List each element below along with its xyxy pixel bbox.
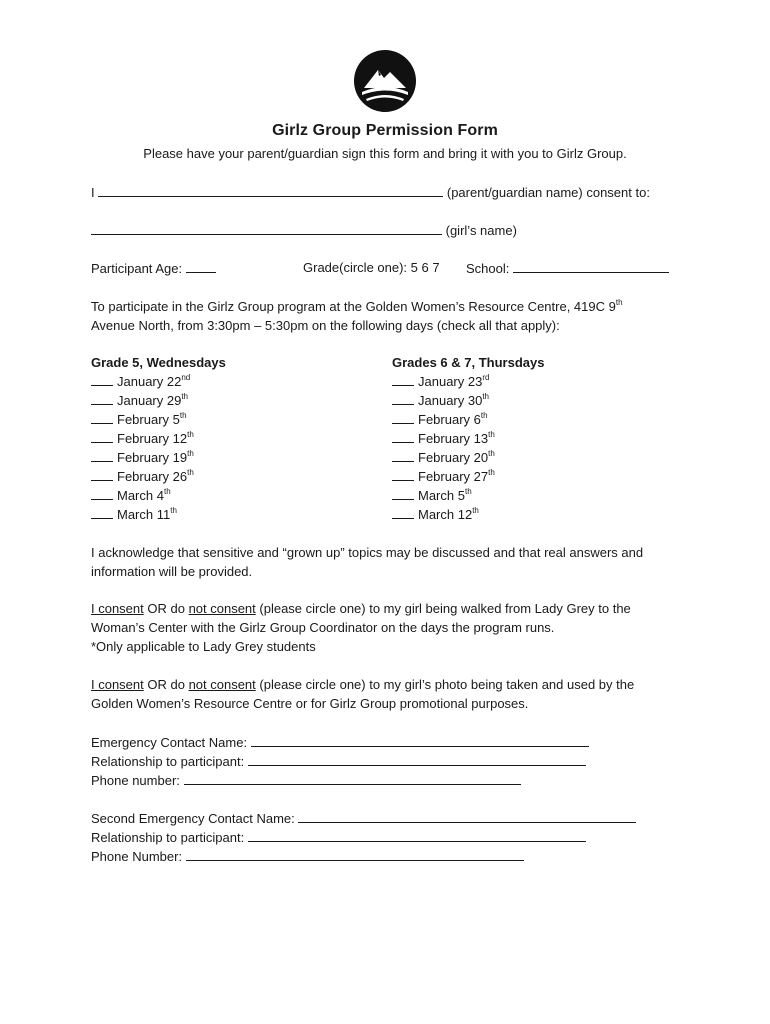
program-line-2: Avenue North, from 3:30pm – 5:30pm on the following days (check all that apply): bbox=[91, 318, 560, 333]
grade67-date-label: February 20 bbox=[418, 450, 489, 465]
acknowledge-line-2: information will be provided. bbox=[91, 564, 253, 579]
emergency-phone-field[interactable] bbox=[184, 771, 521, 785]
walk-not-consent-option[interactable]: not consent bbox=[188, 601, 256, 616]
grade5-date-item: February 26th bbox=[91, 467, 226, 486]
grade67-date-checkbox[interactable] bbox=[392, 392, 414, 405]
girl-name-line bbox=[91, 221, 517, 240]
form-title: Girlz Group Permission Form bbox=[272, 122, 498, 139]
grade67-date-label: January 30 bbox=[418, 393, 483, 408]
grade67-date-item: January 30th bbox=[392, 391, 544, 410]
grade5-date-item: February 12th bbox=[91, 429, 226, 448]
walk-consent-option[interactable]: I consent bbox=[91, 601, 144, 616]
grade5-date-checkbox[interactable] bbox=[91, 392, 113, 405]
grade5-date-checkbox[interactable] bbox=[91, 468, 113, 481]
photo-consent-option[interactable]: I consent bbox=[91, 677, 144, 692]
grade5-date-checkbox[interactable] bbox=[91, 430, 113, 443]
grade67-date-checkbox[interactable] bbox=[392, 411, 414, 424]
second-emergency-relationship-label: Relationship to participant: bbox=[91, 830, 245, 845]
grade5-date-item: March 11th bbox=[91, 505, 226, 524]
school-line bbox=[466, 259, 669, 278]
second-emergency-relationship-field[interactable] bbox=[248, 828, 586, 842]
grade5-heading: Grade 5, Wednesdays bbox=[91, 355, 226, 370]
grade67-date-label: January 23 bbox=[418, 374, 483, 389]
grade67-date-checkbox[interactable] bbox=[392, 487, 414, 500]
second-emergency-phone-field[interactable] bbox=[186, 847, 524, 861]
grade5-date-checkbox[interactable] bbox=[91, 487, 113, 500]
grade67-date-checkbox[interactable] bbox=[392, 449, 414, 462]
grade67-date-item: February 13th bbox=[392, 429, 544, 448]
school-field[interactable] bbox=[513, 259, 669, 273]
girl-name-suffix: (girl’s name) bbox=[445, 223, 517, 238]
grade5-date-label: March 11 bbox=[117, 507, 171, 522]
grade67-date-label: March 5 bbox=[418, 488, 465, 503]
walk-consent-line-1: I consent OR do not consent (please circle one) to my girl being walked from Lady Grey to the bbox=[91, 601, 631, 616]
acknowledge-line-1: I acknowledge that sensitive and “grown up” topics may be discussed and that real answers and bbox=[91, 545, 644, 560]
grade67-date-item: February 20th bbox=[392, 448, 544, 467]
girl-name-field[interactable] bbox=[91, 221, 442, 235]
grade5-date-label: February 12 bbox=[117, 431, 188, 446]
second-emergency-name-line bbox=[91, 809, 636, 828]
grade67-date-item: February 6th bbox=[392, 410, 544, 429]
grade67-heading: Grades 6 & 7, Thursdays bbox=[392, 355, 545, 370]
consent-prefix: I bbox=[91, 185, 95, 200]
grade5-date-item: January 29th bbox=[91, 391, 226, 410]
walk-consent-line-2: Woman’s Center with the Girlz Group Coordinator on the days the program runs. bbox=[91, 620, 555, 635]
photo-not-consent-option[interactable]: not consent bbox=[188, 677, 256, 692]
second-emergency-relationship-line bbox=[91, 828, 586, 847]
grade5-date-item: February 5th bbox=[91, 410, 226, 429]
mountain-circle-logo-icon bbox=[352, 48, 418, 114]
emergency-relationship-field[interactable] bbox=[248, 752, 586, 766]
grade5-column bbox=[91, 353, 226, 524]
grade67-date-list bbox=[392, 372, 544, 524]
program-line-1: To participate in the Girlz Group program at the Golden Women’s Resource Centre, 419C 9th bbox=[91, 297, 623, 314]
grade67-date-checkbox[interactable] bbox=[392, 430, 414, 443]
photo-consent-line-1: I consent OR do not consent (please circle one) to my girl’s photo being taken and used by the bbox=[91, 677, 635, 692]
grade67-date-label: February 6 bbox=[418, 412, 481, 427]
grade5-date-checkbox[interactable] bbox=[91, 506, 113, 519]
grade5-date-label: February 19 bbox=[117, 450, 188, 465]
grade67-date-label: February 27 bbox=[418, 469, 489, 484]
grade67-date-item: February 27th bbox=[392, 467, 544, 486]
second-emergency-name-field[interactable] bbox=[298, 809, 636, 823]
grade67-date-label: February 13 bbox=[418, 431, 489, 446]
form-subtitle: Please have your parent/guardian sign this form and bring it with you to Girlz Group. bbox=[143, 146, 627, 161]
grade5-date-label: February 5 bbox=[117, 412, 180, 427]
walk-consent-note: *Only applicable to Lady Grey students bbox=[91, 639, 316, 654]
grade5-date-item: February 19th bbox=[91, 448, 226, 467]
grade67-date-checkbox[interactable] bbox=[392, 373, 414, 386]
grade67-date-item: January 23rd bbox=[392, 372, 544, 391]
grade67-date-label: March 12 bbox=[418, 507, 473, 522]
second-emergency-phone-label: Phone Number: bbox=[91, 849, 183, 864]
grade-select[interactable]: Grade(circle one): 5 6 7 bbox=[303, 260, 440, 275]
grade67-date-item: March 12th bbox=[392, 505, 544, 524]
grade5-date-label: March 4 bbox=[117, 488, 164, 503]
emergency-name-label: Emergency Contact Name: bbox=[91, 735, 248, 750]
participant-age-field[interactable] bbox=[186, 259, 216, 273]
emergency-relationship-line bbox=[91, 752, 586, 771]
grade5-date-label: February 26 bbox=[117, 469, 188, 484]
photo-consent-paragraph bbox=[91, 675, 691, 713]
grade5-date-label: January 29 bbox=[117, 393, 182, 408]
participant-age-label: Participant Age: bbox=[91, 261, 183, 276]
acknowledge-paragraph bbox=[91, 543, 691, 581]
second-emergency-phone-line bbox=[91, 847, 524, 866]
emergency-relationship-label: Relationship to participant: bbox=[91, 754, 245, 769]
consent-suffix: (parent/guardian name) consent to: bbox=[446, 185, 650, 200]
photo-consent-line-2: Golden Women’s Resource Centre or for Girlz Group promotional purposes. bbox=[91, 696, 529, 711]
consent-line bbox=[91, 183, 650, 202]
emergency-phone-line bbox=[91, 771, 521, 790]
guardian-name-field[interactable] bbox=[98, 183, 443, 197]
grade67-date-checkbox[interactable] bbox=[392, 468, 414, 481]
age-label-line bbox=[91, 259, 216, 278]
grade67-date-checkbox[interactable] bbox=[392, 506, 414, 519]
grade5-date-label: January 22 bbox=[117, 374, 182, 389]
emergency-name-field[interactable] bbox=[251, 733, 589, 747]
walk-consent-paragraph bbox=[91, 599, 691, 656]
second-emergency-name-label: Second Emergency Contact Name: bbox=[91, 811, 295, 826]
grade67-column bbox=[392, 353, 544, 524]
grade5-date-list bbox=[91, 372, 226, 524]
emergency-name-line bbox=[91, 733, 589, 752]
school-label: School: bbox=[466, 261, 510, 276]
emergency-phone-label: Phone number: bbox=[91, 773, 180, 788]
program-paragraph bbox=[91, 297, 691, 335]
grade67-date-item: March 5th bbox=[392, 486, 544, 505]
grade5-date-item: January 22nd bbox=[91, 372, 226, 391]
grade5-date-item: March 4th bbox=[91, 486, 226, 505]
grade5-date-checkbox[interactable] bbox=[91, 373, 113, 386]
grade5-date-checkbox[interactable] bbox=[91, 411, 113, 424]
grade5-date-checkbox[interactable] bbox=[91, 449, 113, 462]
